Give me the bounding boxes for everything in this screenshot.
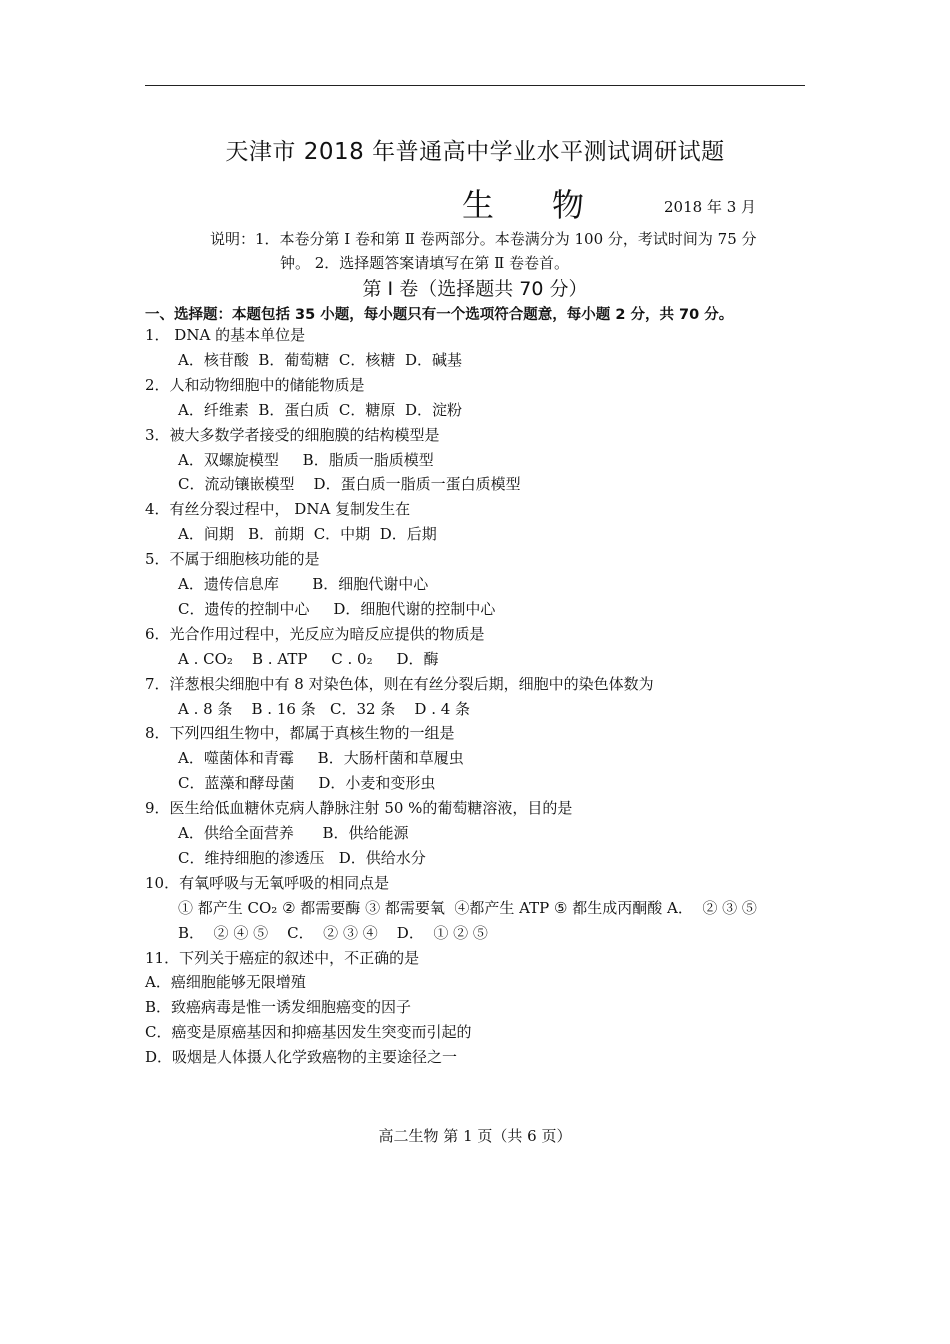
question-stem: 4．有丝分裂过程中， DNA 复制发生在 [145, 500, 411, 519]
exam-date: 2018 年 3 月 [664, 198, 757, 216]
instructions-line-2: 钟。 2．选择题答案请填写在第 Ⅱ 卷卷首。 [280, 254, 570, 272]
section-heading: 一、选择题：本题包括 35 小题，每小题只有一个选项符合题意，每小题 2 分，共 70 分。 [145, 307, 734, 323]
answer-options: C．流动镶嵌模型 D．蛋白质一脂质一蛋白质模型 [178, 475, 521, 494]
question-stem: 8．下列四组生物中，都属于真核生物的一组是 [145, 724, 455, 743]
question-stem: A．癌细胞能够无限增殖 [145, 973, 306, 992]
instructions [210, 227, 810, 275]
question-stem: C．癌变是原癌基因和抑癌基因发生突变而引起的 [145, 1023, 472, 1042]
question-stem: 11．下列关于癌症的叙述中，不正确的是 [145, 948, 420, 967]
answer-options: A．纤维素 B．蛋白质 C．糖原 D．淀粉 [178, 400, 462, 419]
question-stem: 2．人和动物细胞中的储能物质是 [145, 375, 365, 394]
exam-title: 天津市 2018 年普通高中学业水平测试调研试题 [225, 139, 725, 165]
answer-options: A . CO₂ B . ATP C . 0₂ D．酶 [178, 649, 439, 668]
question-stem: 1． DNA 的基本单位是 [145, 326, 306, 344]
answer-options: A．间期 B．前期 C．中期 D．后期 [178, 525, 437, 544]
answer-options: ① 都产生 CO₂ ② 都需要酶 ③ 都需要氧 ④都产生 ATP ⑤ 都生成丙酮酸 A． ② ③ ⑤ [178, 898, 757, 917]
header-rule [145, 85, 805, 86]
question-stem: 3．被大多数学者接受的细胞膜的结构模型是 [145, 425, 440, 444]
answer-options: A．噬菌体和青霉 B．大肠杆菌和草履虫 [178, 749, 464, 768]
answer-options: A . 8 条 B . 16 条 C．32 条 D . 4 条 [178, 699, 471, 718]
volume-title: 第 Ⅰ 卷（选择题共 70 分） [362, 278, 588, 300]
question-stem: 10．有氧呼吸与无氧呼吸的相同点是 [145, 873, 390, 892]
answer-options: A．供给全面营养 B．供给能源 [178, 824, 409, 842]
question-stem: D．吸烟是人体摄人化学致癌物的主要途径之一 [145, 1048, 458, 1067]
instructions-line-1: 说明：1．本卷分第 Ⅰ 卷和第 Ⅱ 卷两部分。本卷满分为 100 分，考试时间为 75 分 [210, 230, 757, 248]
page-footer: 高二生物 第 1 页（共 6 页） [378, 1127, 572, 1145]
answer-options: A．遗传信息库 B．细胞代谢中心 [178, 575, 429, 593]
question-stem: 7．洋葱根尖细胞中有 8 对染色体，则在有丝分裂后期，细胞中的染色体数为 [145, 674, 654, 693]
subject-title: 生物 [462, 186, 643, 224]
answer-options: C．蓝藻和酵母菌 D．小麦和变形虫 [178, 774, 436, 793]
question-stem: 6．光合作用过程中，光反应为暗反应提供的物质是 [145, 624, 485, 643]
answer-options: C．遗传的控制中心 D．细胞代谢的控制中心 [178, 599, 496, 618]
question-stem: 5．不属于细胞核功能的是 [145, 550, 320, 569]
question-stem: B．致癌病毒是惟一诱发细胞癌变的因子 [145, 998, 412, 1017]
question-stem: 9．医生给低血糖休克病人静脉注射 50 %的葡萄糖溶液，目的是 [145, 799, 573, 818]
answer-options: B． ② ④ ⑤ C． ② ③ ④ D． ① ② ⑤ [178, 923, 488, 942]
answer-options: A．核苷酸 B．葡萄糖 C．核糖 D．碱基 [178, 350, 462, 369]
answer-options: A．双螺旋模型 B．脂质一脂质模型 [178, 450, 434, 469]
answer-options: C．维持细胞的渗透压 D．供给水分 [178, 848, 426, 867]
